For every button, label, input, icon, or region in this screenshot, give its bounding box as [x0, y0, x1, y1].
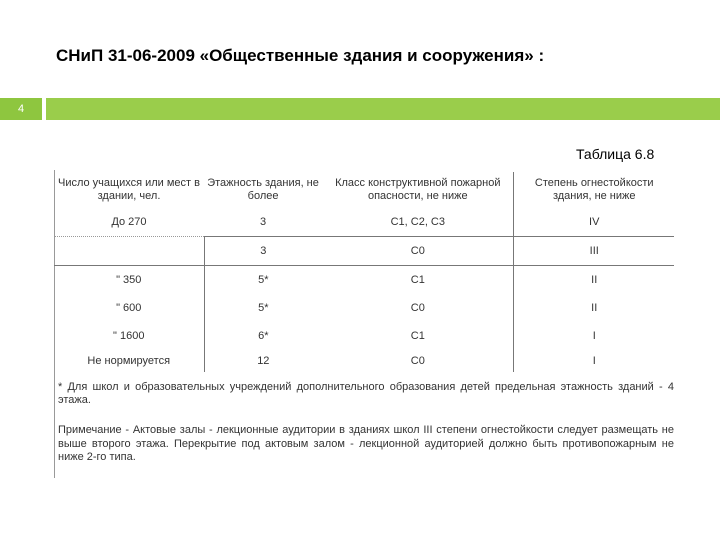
cell-students [54, 237, 204, 266]
fire-safety-table [54, 172, 674, 372]
accent-bar [46, 98, 720, 120]
table-row [54, 266, 674, 295]
cell-fire-class: С1 [322, 266, 514, 295]
cell-fire-class: С0 [410, 302, 425, 314]
header-students: Число учащихся или мест в здании, чел. [57, 177, 200, 202]
cell-fire-resistance: I [514, 322, 674, 350]
table-row [54, 208, 674, 237]
cell-floors: 12 [204, 350, 322, 372]
table-row [54, 237, 674, 266]
cell-students: " 1600 [113, 330, 145, 342]
cell-fire-class: С0 [410, 355, 425, 367]
cell-fire-resistance: II [514, 294, 674, 322]
table-header-row [54, 172, 674, 208]
cell-fire-resistance: II [514, 266, 674, 295]
cell-fire-resistance: IV [514, 208, 674, 237]
cell-floors: 5* [204, 266, 322, 295]
cell-fire-resistance: III [514, 237, 674, 266]
table-footnote: * Для школ и образовательных учреждений дополнительного образования детей предельная этажность зданий - 4 этажа. [58, 381, 674, 406]
cell-floors: 3 [204, 237, 322, 266]
cell-fire-class: С1 [410, 330, 425, 342]
cell-students: До 270 [54, 208, 204, 237]
table-label: Таблица 6.8 [576, 146, 655, 162]
table-row [54, 350, 674, 372]
table-row [54, 294, 674, 322]
cell-students: " 350 [54, 266, 204, 295]
cell-floors: 5* [204, 294, 322, 322]
cell-floors: 3 [260, 216, 267, 228]
cell-students: Не нормируется [87, 355, 171, 367]
cell-fire-class: С0 [322, 237, 514, 266]
slide-title: СНиП 31-06-2009 «Общественные здания и сооружения» : [56, 46, 545, 65]
table-row [54, 322, 674, 350]
header-floors: Этажность здания, не более [207, 177, 319, 202]
page-number-badge: 4 [0, 98, 42, 120]
cell-fire-class: С1, С2, С3 [390, 216, 445, 228]
cell-fire-resistance: I [514, 350, 674, 372]
header-fire-class: Класс конструктивной пожарной опасности, не ниже [335, 177, 501, 202]
table-note: Примечание - Актовые залы - лекционные аудитории в зданиях школ III степени огнестойкости следует размещать не выше второго этажа. Перекрытие под актовым залом - лекционной аудиторией должно быть противопожарным не ниже 2-го типа. [58, 424, 674, 463]
cell-floors: 6* [204, 322, 322, 350]
header-fire-resistance: Степень огнестойкости здания, не ниже [514, 172, 674, 208]
cell-students: " 600 [116, 302, 142, 314]
